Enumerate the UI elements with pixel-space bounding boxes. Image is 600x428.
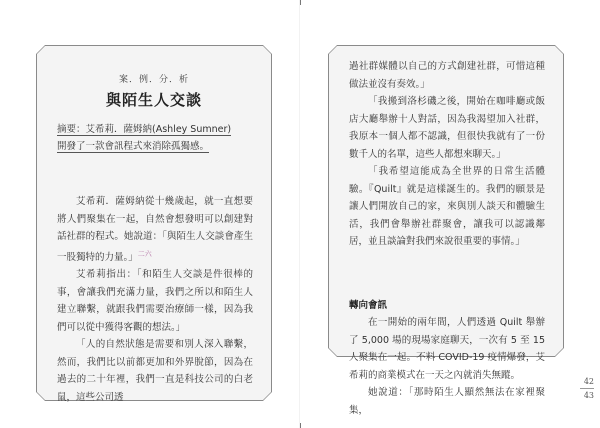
- summary-block: [57, 121, 253, 155]
- case-study-card-left: [36, 45, 272, 401]
- paragraph-6: 在一開始的兩年間，人們透過 Quilt 舉辦了 5,000 場的現場家庭聊天，一次有 5 至 15 人聚集在一起。不料 COVID-19 疫情爆發，艾希莉的商業模式在一天之內就消失無蹤。: [349, 317, 545, 381]
- paragraph-3: 「人的自然狀態是需要和別人深入聯繫，然而，我們比以前都更加和外界脫節，因為在過去的二十年裡，我們一直是科技公司的白老鼠，這些公司透: [57, 339, 253, 403]
- crop-mark-top: [300, 0, 301, 5]
- crop-mark-bottom: [300, 423, 301, 428]
- case-study-title: 與陌生人交談: [105, 91, 202, 109]
- page-number-right: 43: [583, 391, 594, 400]
- case-study-label: 案．例．分．析: [118, 75, 189, 85]
- summary-line-1: 摘要：艾希莉．薩姆納(Ashley Sumner): [57, 124, 232, 135]
- card-content: [37, 46, 271, 403]
- paragraph-continued: 過社群媒體以自己的方式創建社群，可惜這種做法並沒有奏效。」: [349, 61, 545, 90]
- paragraph-1: 艾希莉．薩姆納從十幾歲起，就一直想要將人們聚集在一起，自然會想發明可以創建對話社群的程式。她說道：「與陌生人交談會產生一股獨特的力量。」: [57, 196, 253, 263]
- paragraph-2: 艾希莉指出：「和陌生人交談是件很棒的事，會讓我們充滿力量，我們之所以和陌生人建立聯繫，就跟我們需要治療師一樣，因為我們可以從中獲得客觀的想法。」: [57, 269, 253, 333]
- summary-line-2: 開發了一款會訊程式來消除孤獨感。: [57, 141, 210, 152]
- paragraph-4: 「我搬到洛杉磯之後，開始在咖啡廳或飯店大廳舉辦十人對話，因為我渴望加入社群，我原本一個人都不認識，但很快我就有了一份數千人的名單，這些人都想來聊天。」: [349, 96, 545, 160]
- left-body-text: [57, 193, 253, 406]
- page-number-divider: [580, 388, 594, 389]
- right-body-text-2: [349, 314, 545, 419]
- card-content: [329, 46, 563, 416]
- footnote-marker: 二六: [137, 249, 152, 258]
- paragraph-7: 她說道：「那時陌生人顯然無法在家裡聚集，: [349, 387, 545, 416]
- case-study-card-right: [328, 45, 564, 416]
- right-body-text: [349, 58, 545, 251]
- page-number-left: 42: [583, 377, 594, 386]
- section-heading: 轉向會訊: [349, 300, 388, 311]
- paragraph-5: 「我希望這能成為全世界的日常生活體驗。『Quilt』就是這樣誕生的。我們的願景是讓人們開放自己的家，來與別人談天和體驗生活，我們會舉辦社群聚會，讓我可以認識鄰居，並且談論對我們來說很重要的事情。」: [349, 166, 545, 247]
- page-gutter: [299, 0, 300, 428]
